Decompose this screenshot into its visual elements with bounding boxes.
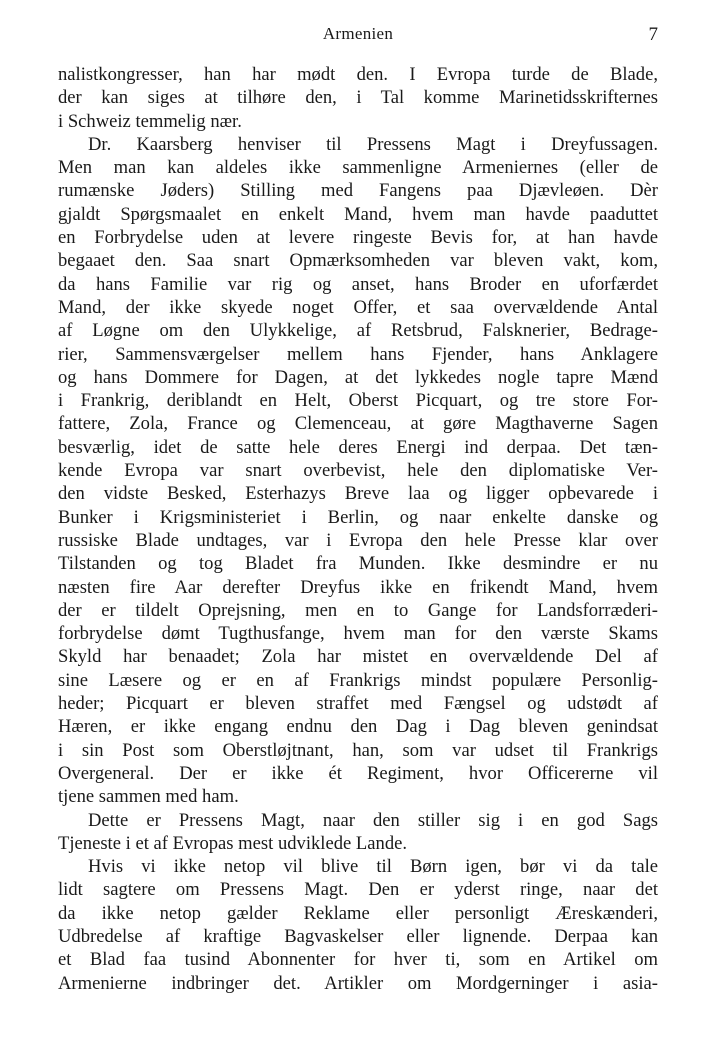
- text-line: rumænske Jøders) Stilling med Fangens paa Djævleøen. Dèr: [58, 180, 658, 202]
- text-line: næsten fire Aar derefter Dreyfus ikke en frikendt Mand, hvem: [58, 576, 658, 598]
- text-line: Udbredelse af kraftige Bagvaskelser eller lignende. Derpaa kan: [58, 925, 658, 947]
- text-line: da hans Familie var rig og anset, hans Broder en uforfærdet: [58, 273, 658, 295]
- text-line: nalistkongresser, han har mødt den. I Evropa turde de Blade,: [58, 64, 658, 85]
- text-line: Bunker i Krigsministeriet i Berlin, og naar enkelte danske og: [58, 506, 658, 528]
- text-line: lidt sagtere om Pressens Magt. Den er yderst ringe, naar det: [58, 879, 658, 901]
- text-line: i Schweiz temmelig nær.: [58, 110, 242, 132]
- text-line: tjene sammen med ham.: [58, 786, 239, 808]
- page-number: 7: [648, 24, 658, 45]
- text-line: Dette er Pressens Magt, naar den stiller sig i en god Sags: [88, 809, 658, 831]
- text-line: Armenierne indbringer det. Artikler om Mordgerninger i asia-: [58, 972, 658, 994]
- text-line: da ikke netop gælder Reklame eller personligt Æreskænderi,: [58, 902, 658, 924]
- text-line: besværlig, idet de satte hele deres Energi ind derpaa. Det tæn-: [58, 436, 658, 458]
- text-line: Mand, der ikke skyede noget Offer, et saa overvældende Antal: [58, 296, 658, 318]
- text-line: Hvis vi ikke netop vil blive til Børn igen, bør vi da tale: [88, 856, 658, 878]
- body-text: [58, 63, 658, 995]
- text-line: og hans Dommere for Dagen, at det lykkedes nogle tapre Mænd: [58, 366, 658, 388]
- text-line: Dr. Kaarsberg henviser til Pressens Magt i Dreyfussagen.: [88, 133, 658, 155]
- text-line: Men man kan aldeles ikke sammenligne Armeniernes (eller de: [58, 157, 658, 179]
- text-line: kende Evropa var snart overbevist, hele den diplomatiske Ver-: [58, 460, 658, 482]
- text-line: fattere, Zola, France og Clemenceau, at gøre Magthaverne Sagen: [58, 413, 658, 435]
- text-line: Skyld har benaadet; Zola har mistet en overvældende Del af: [58, 646, 658, 668]
- text-line: forbrydelse dømt Tugthusfange, hvem man for den værste Skams: [58, 623, 658, 645]
- text-line: Overgeneral. Der er ikke ét Regiment, hvor Officererne vil: [58, 762, 658, 784]
- page-header: [58, 24, 658, 48]
- text-line: i sin Post som Oberstløjtnant, han, som var udset til Frankrigs: [58, 739, 658, 761]
- text-line: af Løgne om den Ulykkelige, af Retsbrud, Falsknerier, Bedrage-: [58, 320, 658, 342]
- text-line: i Frankrig, deriblandt en Helt, Oberst Picquart, og tre store For-: [58, 390, 658, 412]
- text-line: rier, Sammensværgelser mellem hans Fjender, hans Anklagere: [58, 343, 658, 365]
- text-line: der er tildelt Oprejsning, men en to Gange for Landsforræderi-: [58, 599, 658, 621]
- text-line: heder; Picquart er bleven straffet med Fængsel og udstødt af: [58, 693, 658, 715]
- text-line: der kan siges at tilhøre den, i Tal komme Marinetidsskrifternes: [58, 87, 658, 109]
- text-line: gjaldt Spørgsmaalet en enkelt Mand, hvem man havde paaduttet: [58, 203, 658, 225]
- text-line: begaaet den. Saa snart Opmærksomheden var bleven vakt, kom,: [58, 250, 658, 272]
- text-line: russiske Blade undtages, var i Evropa den hele Presse klar over: [58, 529, 658, 551]
- text-line: en Forbrydelse uden at levere ringeste Bevis for, at han havde: [58, 227, 658, 249]
- text-line: sine Læsere og er en af Frankrigs mindst populære Personlig-: [58, 669, 658, 691]
- text-line: Tjeneste i et af Evropas mest udviklede Lande.: [58, 832, 408, 854]
- text-line: Tilstanden og tog Bladet fra Munden. Ikke desmindre er nu: [58, 553, 658, 575]
- text-line: Hæren, er ikke engang endnu den Dag i Dag bleven genindsat: [58, 716, 658, 738]
- text-line: den vidste Besked, Esterhazys Breve laa og ligger opbevarede i: [58, 483, 658, 505]
- running-title: Armenien: [322, 24, 394, 43]
- text-line: et Blad faa tusind Abonnenter for hver ti, som en Artikel om: [58, 949, 658, 971]
